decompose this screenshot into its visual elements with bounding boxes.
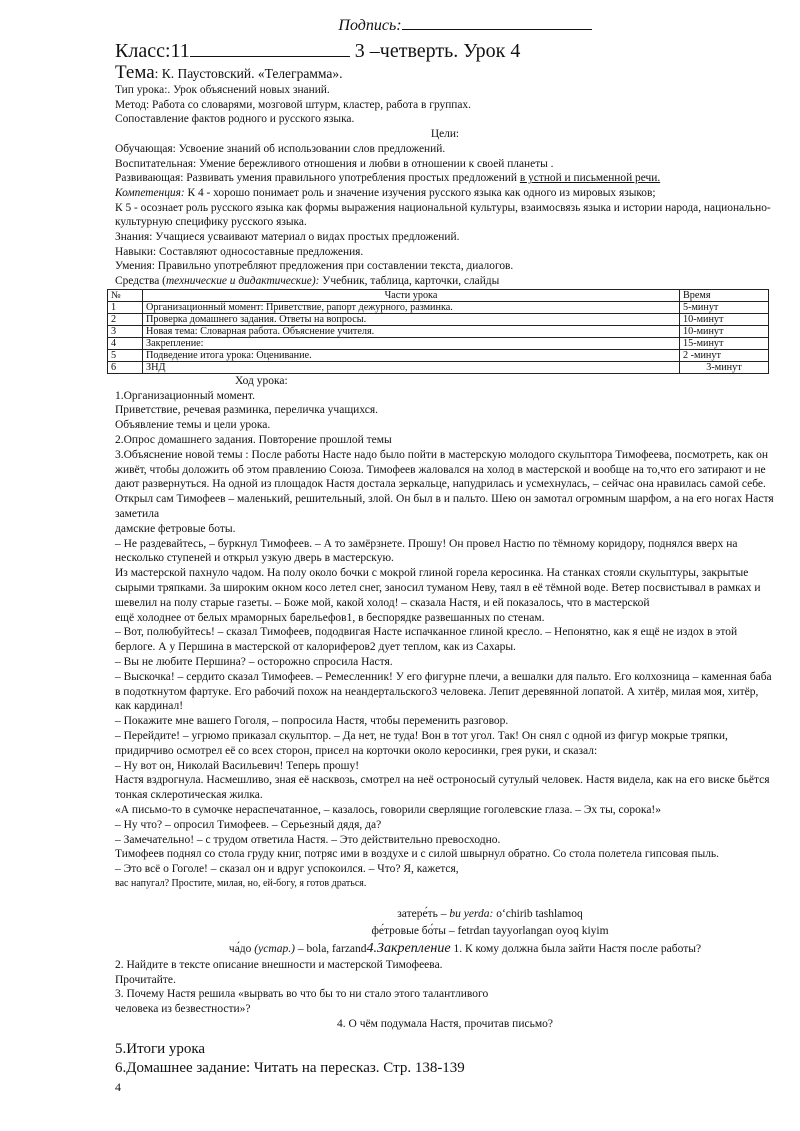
final-section: [115, 1040, 775, 1078]
table-cell-part: Проверка домашнего задания. Ответы на вопросы.: [143, 313, 680, 325]
table-cell-number: 2: [108, 313, 143, 325]
table-cell-number: 6: [108, 361, 143, 373]
theme-line: [115, 64, 775, 83]
course-paragraph: 3.Объяснение новой темы : После работы Насте надо было пойти в мастерскую молодого скульптора Тимофеева, посмотреть, как он живёт, чтобы доложить об этом правлению Союза. Тимофеев жаловался на холод в мастерской и вообще на то,что его затирают и не дают развернуться. На одной из площадок Настя достала зеркальце, напудрилась и усмехнулась, – сейчас она нравилась самой себе. Открыл сам Тимофеев – маленький, решительный, злой. Он был в и пальто. Шею он замотал огромным шарфом, а на его ногах Настя заметила: [115, 448, 774, 521]
signature-label: Подпись:: [338, 17, 402, 34]
goal-developing-underlined: в устной и письменной речи.: [519, 172, 661, 185]
table-cell-part: Подведение итога урока: Оценивание.: [143, 349, 680, 361]
course-paragraph: – Покажите мне вашего Гоголя, – попросила Настя, чтобы переменить разговор.: [115, 715, 509, 728]
course-paragraph: вас напугал? Простите, милая, но, ей-богу, я готов драться.: [115, 877, 367, 889]
lesson-results: 5.Итоги урока: [115, 1040, 206, 1057]
competence-k4: Компетенция: К 4 - хорошо понимает роль и значение изучения русского языка как одного из мировых языков;: [115, 186, 656, 199]
table-cell-number: 4: [108, 337, 143, 349]
questions: [115, 958, 775, 1032]
signature-line: [155, 14, 775, 38]
course-paragraph: – Ну вот он, Николай Васильевич! Теперь прошу!: [115, 759, 360, 772]
class-line: [115, 38, 775, 64]
homework: 6.Домашнее задание: Читать на пересказ. Стр. 138-139: [115, 1059, 465, 1076]
goal-developing: Развивающая: Развивать умения правильного употребления простых предложений в устной и письменной речи.: [115, 172, 661, 185]
lesson-meta: [115, 83, 775, 289]
course-paragraph: – Замечательно! – с трудом ответила Настя. – Это действительно превосходно.: [115, 833, 501, 846]
table-cell-time: 15-минут: [680, 337, 769, 349]
question-1: 1. К кому должна была зайти Настя после работы?: [450, 942, 702, 955]
course-paragraph: – Не раздевайтесь, – буркнул Тимофеев. – А то замёрзнете. Прошу! Он провел Настю по тёмному коридору, поднялся вверх на несколько ступеней и открыл узкую дверь в мастерскую.: [115, 537, 738, 565]
table-cell-time: 10-минут: [680, 313, 769, 325]
quarter-lesson: 3 –четверть. Урок 4: [354, 40, 521, 62]
course-paragraph: Настя вздрогнула. Насмешливо, зная её насквозь, смотрел на неё остроносый сутулый человек. Настя видела, как на его виске бьётся тонкая склеротическая жилка.: [115, 774, 770, 802]
competence-k5: К 5 - осознает роль русского языка как формы выражения национальной культуры, взаимосвязь языка и истории народа, национально-культурную специфику русского языка.: [115, 201, 771, 229]
table-row: [108, 361, 769, 373]
lesson-method: Метод: Работа со словарями, мозговой штурм, кластер, работа в группах.: [115, 98, 471, 111]
table-row: [108, 301, 769, 313]
table-cell-time: 2 -минут: [680, 349, 769, 361]
course-paragraph: дамские фетровые боты.: [115, 522, 236, 535]
lesson-type: Тип урока:. Урок объяснений новых знаний.: [115, 84, 330, 96]
table-row: [108, 313, 769, 325]
table-cell-time: 5-минут: [680, 301, 769, 313]
course-paragraph: «А письмо-то в сумочке нераспечатанное, – казалось, говорили сверлящие гоголевские глаза. – Эх ты, сорока!»: [115, 803, 662, 816]
course-paragraph: – Выскочка! – сердито сказал Тимофеев. – Ремесленник! У его фигурне плечи, а вешалки для пальто. Его колхозница – каменная баба в подоткнутом фартуке. Его рабочий похож на неандертальского3 человека. Лепит деревянной лопатой. А хитёр, милая моя, хитёр, как кардинал!: [115, 670, 772, 713]
table-cell-part: Организационный момент: Приветствие, рапорт дежурного, разминка.: [143, 301, 680, 313]
table-header-row: [108, 289, 769, 301]
course-paragraph: – Вот, полюбуйтесь! – сказал Тимофеев, пододвигая Насте испачканное глиной кресло. – Непонятно, как я ещё не издох в этой берлоге. А у Першина в мастерской от калориферов2 дует теплом, как из Сахары.: [115, 626, 738, 654]
question-2: 2. Найдите в тексте описание внешности и мастерской Тимофеева.: [115, 958, 443, 971]
course-paragraph: – Это всё о Гоголе! – сказал он и вдруг успокоился. – Что? Я, кажется,: [115, 863, 459, 876]
course-paragraph: 2.Опрос домашнего задания. Повторение прошлой темы: [115, 434, 392, 447]
vocab-item: затере́ть – bu yerda: o‘chirib tashlamoq: [397, 907, 583, 920]
signature-blank: [402, 14, 592, 30]
table-row: [108, 349, 769, 361]
goal-upbringing: Воспитательная: Умение бережливого отношения и любви в отношении к своей планеты .: [115, 157, 554, 170]
question-3-cont: человека из безвестности»?: [115, 1003, 251, 1016]
document-page: [111, 14, 775, 1095]
goals-heading: Цели:: [430, 128, 460, 141]
table-cell-part: ЗНД: [143, 361, 680, 373]
knowledge: Знания: Учащиеся усваивают материал о видах простых предложений.: [115, 231, 460, 244]
question-4: 4. О чём подумала Настя, прочитав письмо?: [337, 1017, 553, 1030]
question-3: 3. Почему Настя решила «вырвать во что бы то ни стало этого талантливого: [115, 988, 489, 1001]
course-heading: Ход урока:: [235, 374, 288, 387]
table-cell-part: Закрепление:: [143, 337, 680, 349]
table-cell-time: 10-минут: [680, 325, 769, 337]
class-blank: [190, 38, 350, 57]
vocabulary-block: [115, 906, 775, 958]
course-paragraph: Тимофеев поднял со стола груду книг, потряс ими в воздухе и с силой швырнул обратно. Со стола полетела гипсовая пыль.: [115, 848, 720, 861]
table-header-time: Время: [680, 289, 769, 301]
course-paragraph: ещё холоднее от белых мраморных барельефов1, в беспорядке развешанных по стенам.: [115, 611, 545, 624]
theme-label: Тема: [115, 62, 155, 83]
course-paragraph: – Перейдите! – угрюмо приказал скульптор. – Да нет, не туда! Вон в тот угол. Так! Он снял с одной из фигур мокрые тряпки, придирчиво осмотрел её со всех сторон, присел на корточки около керосинки, грея руки, и сказал:: [115, 729, 728, 757]
means-italic: технические и дидактические):: [165, 275, 320, 288]
table-row: [108, 325, 769, 337]
competence-label: Компетенция:: [115, 186, 185, 199]
course-paragraph: Объявление темы и цели урока.: [115, 419, 271, 432]
course-paragraph: Приветствие, речевая разминка, переличка учащихся.: [115, 404, 379, 417]
class-label: Класс:11: [115, 40, 190, 62]
table-cell-number: 5: [108, 349, 143, 361]
table-cell-number: 3: [108, 325, 143, 337]
lesson-plan-table: [107, 289, 769, 374]
course-paragraph: Из мастерской пахнуло чадом. На полу около бочки с мокрой глиной горела керосинка. На станках стояли скульптуры, закрытые сырыми тряпками. За широким окном косо летел снег, заносил туманом Неву, таял в её тёмной воде. Ветер посвистывал в рамках и шевелил на полу старые газеты. – Боже мой, какой холод! – сказала Настя, и ей показалось, что в мастерской: [115, 567, 761, 609]
skills: Навыки: Составляют односоставные предложения.: [115, 245, 364, 258]
course-paragraph: – Вы не любите Першина? – осторожно спросила Настя.: [115, 655, 393, 668]
table-cell-time: 3-минут: [680, 361, 769, 373]
lesson-comparison: Сопоставление фактов родного и русского языка.: [115, 113, 355, 126]
question-2-note: Прочитайте.: [115, 973, 176, 986]
abilities: Умения: Правильно употребляют предложения при составлении текста, диалогов.: [115, 260, 514, 273]
table-header-parts: Части урока: [143, 289, 680, 301]
means: Средства (технические и дидактические): Учебник, таблица, карточки, слайды: [115, 275, 500, 288]
vocab-item: фе́тровые бо́ты – fetrdan tayyorlangan oyoq kiyim: [371, 924, 609, 937]
course-paragraph: 1.Организационный момент.: [115, 389, 255, 402]
table-cell-part: Новая тема: Словарная работа. Объяснение учителя.: [143, 325, 680, 337]
theme-text: : К. Паустовский. «Телеграмма».: [154, 66, 343, 81]
table-cell-number: 1: [108, 301, 143, 313]
table-row: [108, 337, 769, 349]
lesson-course: [115, 374, 775, 892]
page-number: 4: [115, 1079, 121, 1094]
vocab-item: ча́до (устар.) – bola, farzand4.Закрепление 1. К кому должна была зайти Настя после работы?: [228, 940, 702, 956]
course-paragraph: – Ну что? – опросил Тимофеев. – Серьезный дядя, да?: [115, 818, 382, 831]
table-header-number: №: [108, 289, 143, 301]
consolidation-heading: 4.Закрепление: [366, 940, 451, 956]
goal-teaching: Обучающая: Усвоение знаний об использовании слов предложений.: [115, 142, 446, 155]
